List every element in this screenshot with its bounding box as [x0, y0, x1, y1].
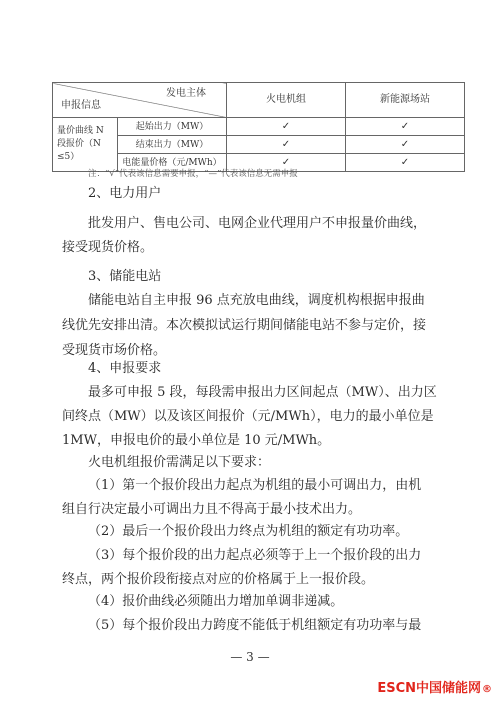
page-number: — 3 — [230, 650, 270, 664]
corner-bottom-label: 申报信息 [61, 100, 101, 111]
row-label: 结束出力（MW） [118, 136, 227, 154]
table-note: 注：“√”代表该信息需要申报，“—”代表该信息无需申报 [88, 169, 298, 179]
check-mark: ✓ [227, 136, 346, 154]
paragraph-line: 受现货市场价格。 [62, 343, 167, 358]
paragraph-line: 批发用户、售电公司、电网企业代理用户不申报量价曲线， [88, 216, 427, 231]
registered-mark: ® [482, 684, 492, 695]
column-header-thermal: 火电机组 [227, 83, 346, 118]
check-mark: ✓ [346, 154, 465, 172]
row-label: 起始出力（MW） [118, 118, 227, 136]
check-mark: ✓ [346, 136, 465, 154]
row-group-label: 量价曲线 N 段报价（N ≤5） [53, 118, 118, 172]
paragraph-line: 组自行决定最小可调出力且不得高于最小技术出力。 [62, 502, 362, 517]
column-header-renewable: 新能源场站 [346, 83, 465, 118]
paragraph-line: （2）最后一个报价段出力终点为机组的额定有功功率。 [88, 524, 409, 539]
paragraph-line: （5）每个报价段出力跨度不能低于机组额定有功功率与最 [88, 618, 422, 633]
paragraph-line: 线优先安排出清。本次模拟试运行期间储能电站不参与定价，接 [62, 318, 427, 333]
watermark-text: ESCN中国储能网 [377, 681, 481, 696]
paragraph-line: （1）第一个报价段出力起点为机组的最小可调出力，由机 [88, 478, 422, 493]
paragraph-line: （4）报价曲线必须随出力增加单调非递减。 [88, 594, 344, 609]
corner-top-label: 发电主体 [166, 88, 206, 99]
check-mark: ✓ [227, 154, 346, 172]
table-row [53, 118, 465, 136]
paragraph-line: （3）每个报价段的出力起点必须等于上一个报价段的出力 [88, 548, 422, 563]
paragraph-line: 火电机组报价需满足以下要求： [88, 455, 271, 470]
check-mark: ✓ [227, 118, 346, 136]
paragraph-line: 最多可申报 5 段，每段需申报出力区间起点（MW）、出力区 [88, 385, 437, 400]
paragraph-line: 接受现货价格。 [62, 240, 154, 255]
section-heading-storage: 3、储能电站 [88, 269, 162, 284]
watermark-logo [377, 677, 492, 696]
section-heading-requirements: 4、申报要求 [88, 361, 162, 376]
paragraph-line: 间终点（MW）以及该区间报价（元/MWh），电力的最小单位是 [62, 409, 434, 424]
section-heading-users: 2、电力用户 [88, 186, 162, 201]
check-mark: ✓ [346, 118, 465, 136]
declaration-table [52, 82, 465, 172]
paragraph-line: 1MW，申报电价的最小单位是 10 元/MWh。 [62, 433, 331, 448]
row-label: 电能量价格（元/MWh） [118, 154, 227, 172]
table-corner-header [53, 83, 227, 118]
paragraph-line: 储能电站自主申报 96 点充放电曲线，调度机构根据申报曲 [88, 293, 425, 308]
paragraph-line: 终点，两个报价段衔接点对应的价格属于上一报价段。 [62, 572, 375, 587]
